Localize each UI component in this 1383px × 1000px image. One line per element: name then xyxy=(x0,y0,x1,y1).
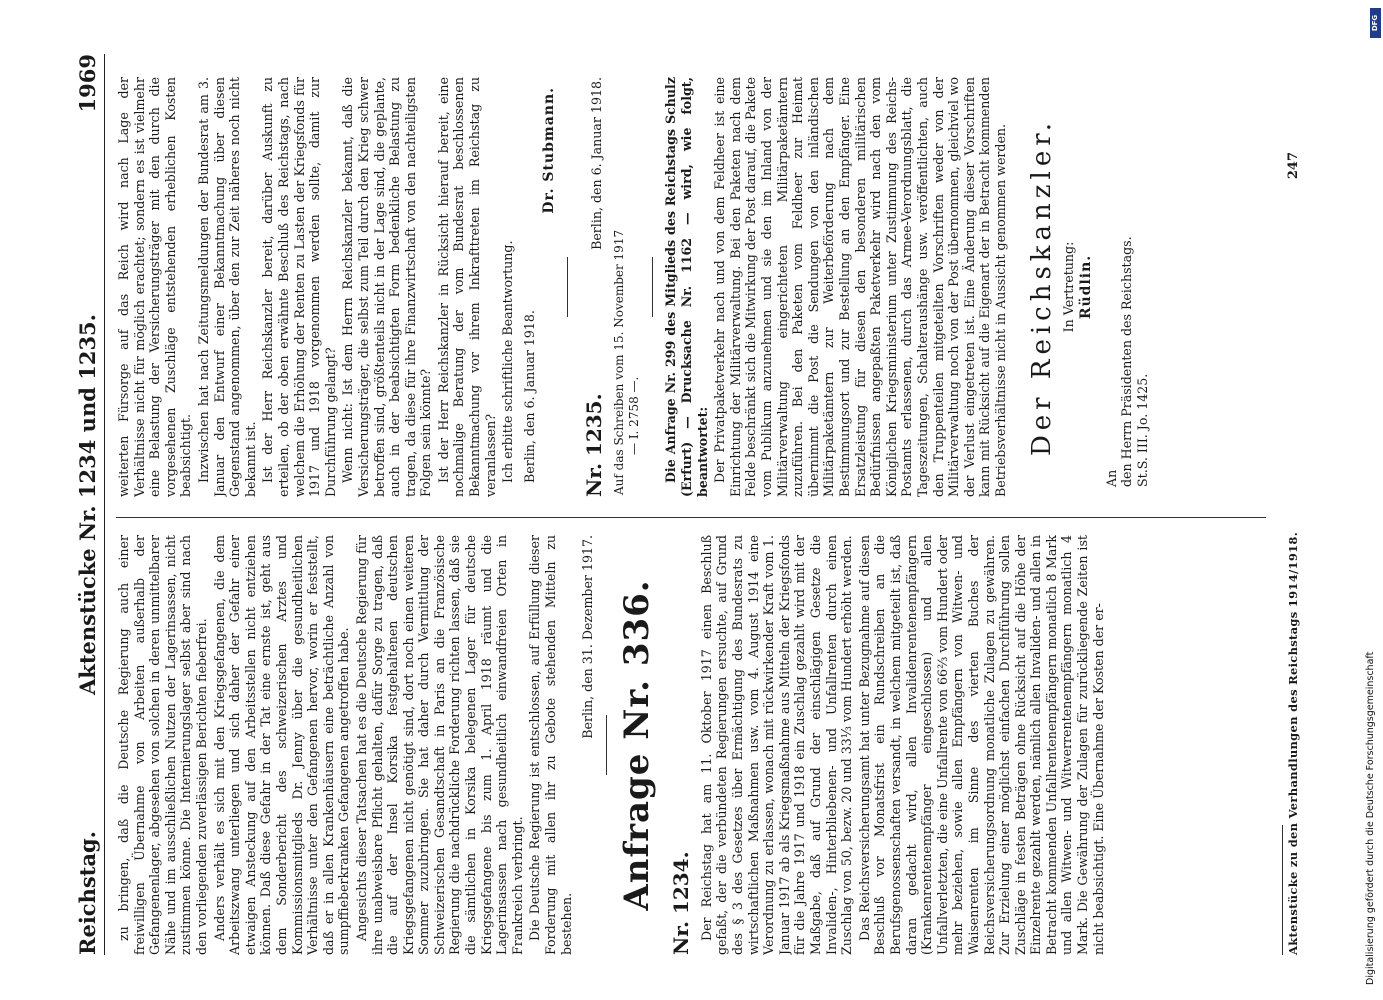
document-page xyxy=(32,42,1329,967)
divider xyxy=(567,257,568,317)
paragraph: Anders verhält es sich mit den Kriegsgefangenen, die dem Arbeitszwang unterliegen und sich daher der Gefahr einer etwaigen Ansteckung auf den Arbeitsstellen nicht entziehen können. Daß diese Gefahr in der Tat eine ernste ist, geht aus dem Sonderbericht des schweizerischen Arztes und Kommissionsmitglieds Dr. Jenny über die gesundheitlichen Verhältnisse unter den Gefangenen hervor, worin er feststellt, daß er in allen Krankenhäusern eine beträchtliche Anzahl von sumpffieberkranken Gefangenen angetroffen habe. xyxy=(211,535,352,955)
reference-line: Auf das Schreiben vom 15. November 1917 xyxy=(612,229,627,495)
document-number: Nr. 1234. xyxy=(668,851,693,955)
divider xyxy=(652,257,653,317)
section-title: Anfrage Nr. 336. xyxy=(616,579,657,911)
paragraph: zu bringen, daß die Deutsche Regierung auch einer freiwilligen Übernahme von Arbeiten außerhalb der Gefangenenlager, abgesehen von solchen in deren unmittelbarer Nähe und im ausschließlichen Nutzen der Lagerinsassen, nicht zustimmen könne. Die Internierungslager selbst aber sind nach den vorliegenden zuverlässigen Berichten fieberfrei. xyxy=(116,535,209,955)
dateline: Berlin, den 6. Januar 1918. xyxy=(521,310,537,483)
address-line: An xyxy=(1103,469,1119,487)
reference-line: — I. 2758 —. xyxy=(627,376,642,455)
paragraph: Angesichts dieser Tatsachen hat es die Deutsche Regierung für ihre unabweisbare Pflicht gehalten, dafür Sorge zu tragen, daß die auf der Insel Korsika festgehaltenen deutschen Kriegsgefangenen nicht genötigt sind, dort noch einen weiteren Sommer zuzubringen. Sie hat daher durch Vermittlung der Schweizerischen Gesandtschaft in Paris an die Französische Regierung die nachdrückliche Forderung richten lassen, daß sie die sämtlichen in Korsika belegenen Lager für deutsche Kriegsgefangene bis zum 1. April 1918 räumt und die Lagerinsassen nach gesundheitlich einwandfreien Orten in Frankreich verbringt. xyxy=(353,535,525,955)
column-divider xyxy=(116,517,1266,518)
left-column xyxy=(116,535,1276,955)
dfg-logo-icon xyxy=(1370,8,1381,38)
page-footer: Aktenstücke zu den Verhandlungen des Reichstags 1914/1918. xyxy=(1286,531,1300,955)
closing-title: Der Reichskanzler. xyxy=(1026,117,1057,457)
paragraph: Der Reichstag hat am 11. Oktober 1917 einen Beschluß gefaßt, der die verbündeten Regierungen ersuchte, auf Grund des § 3 des Gesetzes über Ermächtigung des Bundesrats zu wirtschaftlichen Maßnahmen usw. vom 4. August 1914 eine Verordnung zu erlassen, wonach mit rückwirkender Kraft vom 1. Januar 1917 ab als Kriegsmaßnahme aus Mitteln der Kriegsfonds für die Jahre 1917 und 1918 ein Zuschlag gezahlt wird mit der Maßgabe, daß auf Grund der einschlägigen Gesetze die Invaliden-, Hinterbliebenen- und Unfallrenten durch einen Zuschlag von 50, bezw. 20 und 33⅓ vom Hundert erhöht werden. xyxy=(698,535,855,955)
page-header xyxy=(70,54,105,955)
document-number: Nr. 1235. xyxy=(582,393,607,497)
footer-rule xyxy=(1282,825,1283,955)
address-line: St.S. III. Jo. 1425. xyxy=(1134,373,1150,487)
dateline: Berlin, den 31. Dezember 1917. xyxy=(580,535,596,739)
paragraph: Inzwischen hat nach Zeitungsmeldungen der Bundesrat am 3. Januar den Entwurf einer Bekanntmachung über diesen Gegenstand angenommen, über den zur Zeit näheres noch nicht bekannt ist. xyxy=(195,77,258,497)
paragraph: Wenn nicht: Ist dem Herrn Reichskanzler bekannt, daß die Versicherungsträger, die selbst zum Teil durch den Krieg schwer betroffen sind, größtenteils nicht in der Lage sind, die geplante, auch in der beabsichtigten Form bedenkliche Belastung zu tragen, da diese für ihre Finanzwirtschaft von den nachteiligsten Folgen sein könnte? xyxy=(340,77,434,497)
dfg-badge-label: DFG xyxy=(1371,14,1380,32)
paragraph: Der Privatpaketverkehr nach und von dem Feldheer ist eine Einrichtung der Militärverwaltung. Bei den Paketen nach dem Felde beschränkt sich die Mitwirkung der Post darauf, die Pakete vom Publikum anzunehmen und sie den im Inland von der Militärverwaltung eingerichteten Militärpaketämtern zuzuführen. Bei den Paketen vom Feldheer zur Heimat übernimmt die Post die Sendungen von den inländischen Militärpaketämtern zur Weiterbeförderung nach dem Bestimmungsort und zur Bestellung an den Empfänger. Eine Ersatzleistung für diesen den besonderen militärischen Bedürfnissen angepaßten Paketverkehr wird nach den vom Königlichen Kriegsministerium unter Zustimmung des Reichs-Postamts erlassenen, durch das Armee-Verordnungsblatt, die Tageszeitungen, Schalteraushänge usw. veröffentlichten, auch den Truppenteilen mitgeteilten Vorschriften weder von der Militärverwaltung noch von der Post übernommen, gleichviel wo der Verlust eingetreten ist. Eine Änderung dieser Vorschriften kann mit Rücksicht auf die Eigenart der in Betracht kommenden Betriebsverhältnisse nicht in Aussicht genommen werden. xyxy=(712,77,1008,497)
paragraph: weiterten Fürsorge auf das Reich wird nach Lage der Verhältnisse nicht für möglich erachtet; sondern es ist vielmehr eine Belastung der Versicherungsträger mit den durch die vorgesehenen Zuschläge entstehenden erheblichen Kosten beabsichtigt. xyxy=(116,77,194,497)
paragraph: Ich erbitte schriftliche Beantwortung. xyxy=(500,240,516,483)
header-page-number: 1969 xyxy=(75,54,100,113)
paragraph: Ist der Herr Reichskanzler bereit, darüber Auskunft zu erteilen, ob der oben erwähnte Beschluß des Reichstags, nach welchem die Erhöhung der Renten zu Lasten der Kriegsfonds für 1917 und 1918 vorgenommen werden sollte, damit zur Durchführung gelangt? xyxy=(260,77,338,497)
digitization-credit: Digitalisierung gefördert durch die Deutsche Forschungsgemeinschaft xyxy=(1365,651,1376,985)
dateline: Berlin, den 6. Januar 1918. xyxy=(589,77,605,250)
page-number: 247 xyxy=(1286,152,1301,180)
right-column xyxy=(116,77,1276,497)
nr-1235-heading-row xyxy=(578,77,612,497)
address-line: den Herrn Präsidenten des Reichstags. xyxy=(1119,236,1135,487)
signature: Dr. Stubmann. xyxy=(541,87,558,214)
closing-signature: Rüdlin. xyxy=(1077,254,1094,320)
divider xyxy=(606,715,607,775)
paragraph: Ist der Herr Reichskanzler in Rücksicht hierauf bereit, eine nochmalige Beratung der vom Bundesrat beschlossenen Bekanntmachung vor ihrem Inkrafttreten im Reichstag zu veranlassen? xyxy=(435,77,498,497)
answer-lead: Die Anfrage Nr. 299 des Mitglieds des Reichstags Schulz (Erfurt) — Drucksache Nr. 1162 — wird, wie folgt, beantwortet: xyxy=(663,77,710,497)
paragraph: Das Reichsversicherungsamt hat unter Bezugnahme auf diesen Beschluß vor Monatsfrist ein Rundschreiben an die Berufsgenossenschaften versandt, in welchem mitgeteilt ist, daß daran gedacht wird, allen Invalidenrentenempfängern (Krankenrentenempfänger eingeschlossen) und allen Unfallverletzten, die eine Unfallrente von 66⅔ vom Hundert oder mehr beziehen, sowie allen Empfängern von Witwen- und Waisenrenten im Sinne des vierten Buches der Reichsversicherungsordnung monatliche Zulagen zu gewähren. Zur Erzielung einer möglichst einfachen Durchführung sollen Zuschläge in festen Beträgen ohne Rücksicht auf die Höhe der Einzelrente gezahlt werden, nämlich allen Invaliden- und allen in Betracht kommenden Unfallrentenempfängern monatlich 8 Mark und allen Witwen- und Witwerrentenempfängern monatlich 4 Mark. Die Gewährung der Zulagen für zurückliegende Zeiten ist nicht beabsichtigt. Eine Übernahme der Kosten der er- xyxy=(856,535,1106,955)
closing-subtitle: In Vertretung: xyxy=(1060,241,1076,333)
header-left: Reichstag. xyxy=(75,831,100,955)
header-title: Aktenstücke Nr. 1234 und 1235. xyxy=(75,314,100,695)
paragraph: Die Deutsche Regierung ist entschlossen, auf Erfüllung dieser Forderung mit allen ihr zu Gebote stehenden Mitteln zu bestehen. xyxy=(527,535,574,955)
